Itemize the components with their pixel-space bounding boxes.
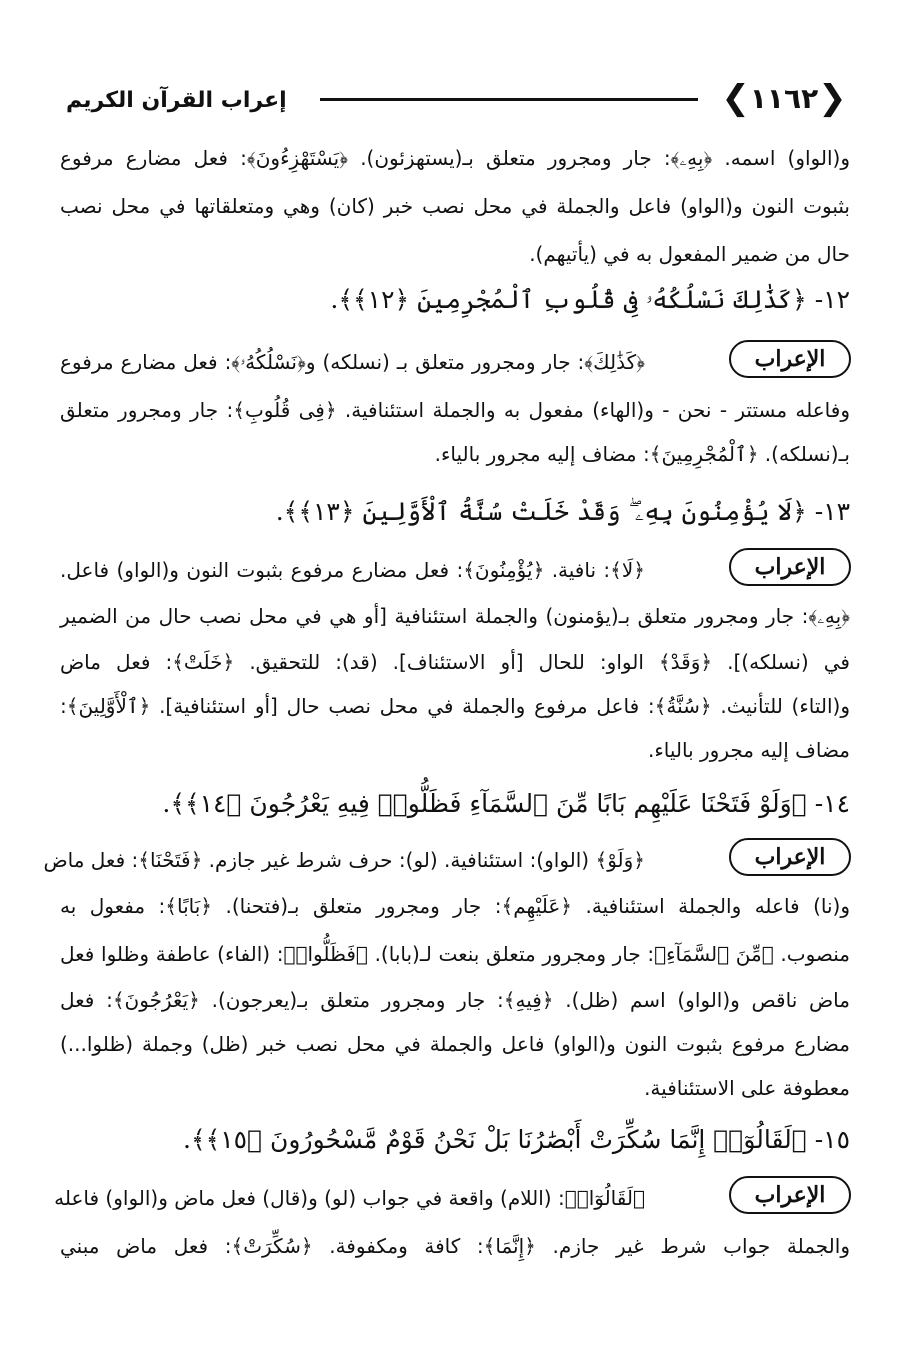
analysis-line: مضارع مرفوع بثبوت النون و(الواو) فاعل والجملة في محل نصب خبر (ظل) وجملة (ظلوا...) [60, 1032, 850, 1056]
verse-text: ﴿كَذَٰلِكَ نَسْلُكُهُۥ فِى قُلُوبِ ٱلْمُجْرِمِينَ ﴿١٢﴾﴾. [330, 285, 807, 314]
verse-text: ﴿لَا يُؤْمِنُونَ بِهِۦ ۖ وَقَدْ خَلَتْ سُنَّةُ ٱلْأَوَّلِينَ ﴿١٣﴾﴾. [275, 497, 807, 526]
analysis-line: ﴿وَلَوْ﴾ (الواو): استئنافية. (لو): حرف شرط غير جازم. ﴿فَتَحْنَا﴾: فعل ماض [43, 848, 645, 872]
intro-line: و(الواو) اسمه. ﴿بِهِۦ﴾: جار ومجرور متعلق بـ(يستهزئون). ﴿يَسْتَهْزِءُونَ﴾: فعل مضارع مرفوع [60, 146, 850, 170]
verse-14 [60, 786, 850, 822]
verse-number: ١٢- [814, 285, 850, 314]
left-bracket-ornament: ❮ [721, 78, 750, 118]
analysis-line: منصوب. ﴿مِّنَ ٱلسَّمَآءِ﴾: جار ومجرور متعلق بنعت لـ(بابا). ﴿فَظَلُّوا۟﴾: (الفاء) عاطفة وظلوا فعل [60, 942, 850, 966]
page-header [0, 62, 921, 132]
verse-text: ﴿لَقَالُوٓا۟ إِنَّمَا سُكِّرَتْ أَبْصَٰرُنَا بَلْ نَحْنُ قَوْمٌ مَّسْحُورُونَ ﴿١٥﴾﴾. [183, 1125, 807, 1154]
analysis-line: معطوفة على الاستئنافية. [644, 1076, 850, 1100]
analysis-line: ماض ناقص و(الواو) اسم (ظل). ﴿فِيهِ﴾: جار ومجرور متعلق بـ(يعرجون). ﴿يَعْرُجُونَ﴾: فعل [60, 988, 850, 1012]
analysis-line: ﴿بِهِۦ﴾: جار ومجرور متعلق بـ(يؤمنون) والجملة استئنافية [أو هي في محل نصب حال من الضمير [60, 604, 850, 628]
verse-text: ﴿وَلَوْ فَتَحْنَا عَلَيْهِم بَابًا مِّنَ ٱلسَّمَآءِ فَظَلُّوا۟ فِيهِ يَعْرُجُونَ ﴿١٤﴾﴾. [162, 789, 807, 818]
analysis-line: ﴿لَقَالُوٓا۟﴾: (اللام) واقعة في جواب (لو) و(قال) فعل ماض و(الواو) فاعله [54, 1186, 645, 1210]
page-number [720, 74, 848, 122]
right-bracket-ornament: ❯ [818, 78, 847, 118]
header-rule [320, 98, 698, 101]
analysis-line: مضاف إليه مجرور بالياء. [648, 738, 850, 762]
analysis-line: بـ(نسلكه). ﴿ٱلْمُجْرِمِينَ﴾: مضاف إليه مجرور بالياء. [434, 442, 850, 466]
page-number-value: ١١٦٢ [749, 81, 819, 115]
analysis-line: في (نسلكه)]. ﴿وَقَدْ﴾ الواو: للحال [أو الاستئناف]. (قد): للتحقيق. ﴿خَلَتْ﴾: فعل ماض [60, 650, 850, 674]
intro-line: بثبوت النون و(الواو) فاعل والجملة في محل نصب خبر (كان) وهي ومتعلقاتها في محل نصب [60, 194, 850, 218]
analysis-line: و(نا) فاعله والجملة استئنافية. ﴿عَلَيْهِم﴾: جار ومجرور متعلق بـ(فتحنا). ﴿بَابًا﴾: مفعول به [60, 894, 850, 918]
book-title: إعراب القرآن الكريم [66, 88, 287, 113]
irab-label: الإعراب [729, 1176, 851, 1214]
analysis-line: ﴿كَذَٰلِكَ﴾: جار ومجرور متعلق بـ (نسلكه) و﴿نَسْلُكُهُۥ﴾: فعل مضارع مرفوع [60, 350, 645, 374]
verse-number: ١٣- [814, 497, 850, 526]
verse-number: ١٤- [814, 789, 850, 818]
verse-number: ١٥- [814, 1125, 850, 1154]
analysis-line: ﴿لَا﴾: نافية. ﴿يُؤْمِنُونَ﴾: فعل مضارع مرفوع بثبوت النون و(الواو) فاعل. [60, 558, 645, 582]
irab-label: الإعراب [729, 838, 851, 876]
verse-12 [60, 282, 850, 318]
analysis-line: و(التاء) للتأنيث. ﴿سُنَّةُ﴾: فاعل مرفوع والجملة في محل نصب حال [أو استئنافية]. ﴿ٱلْأَوَّلِينَ﴾: [60, 694, 850, 718]
analysis-line: وفاعله مستتر - نحن - و(الهاء) مفعول به والجملة استئنافية. ﴿فِى قُلُوبِ﴾: جار ومجرور متعلق [60, 398, 850, 422]
verse-13 [60, 494, 850, 530]
irab-label: الإعراب [729, 340, 851, 378]
verse-15 [60, 1122, 850, 1158]
analysis-line: والجملة جواب شرط غير جازم. ﴿إِنَّمَا﴾: كافة ومكفوفة. ﴿سُكِّرَتْ﴾: فعل ماض مبني [60, 1234, 850, 1258]
irab-label: الإعراب [729, 548, 851, 586]
intro-line: حال من ضمير المفعول به في (يأتيهم). [529, 242, 850, 266]
